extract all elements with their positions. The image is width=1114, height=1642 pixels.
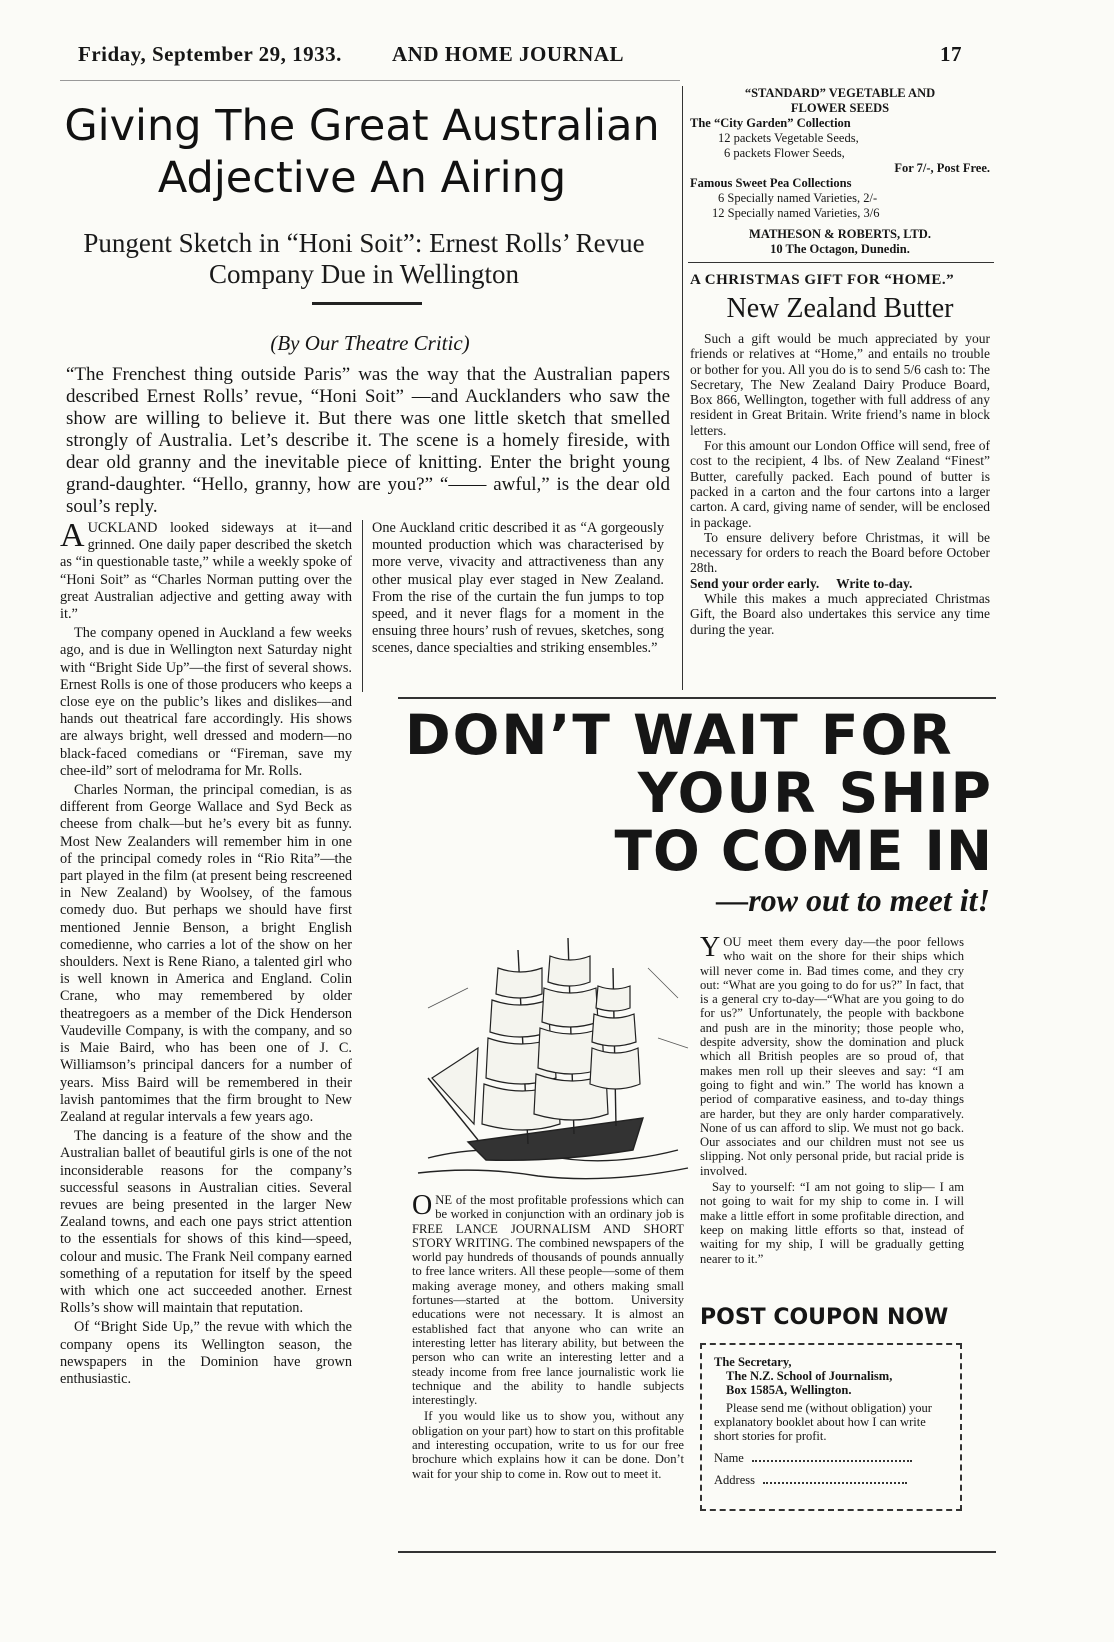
advert-headline [405, 703, 993, 883]
right-column-rule [682, 86, 683, 690]
seeds-firm: MATHESON & ROBERTS, LTD. [749, 227, 931, 241]
butter-cta-1: Send your order early. [690, 575, 820, 591]
mail-coupon[interactable] [700, 1343, 962, 1511]
butter-paragraph-3: To ensure delivery before Christmas, it will be necessary for orders to reach the Board before October 28th. [690, 529, 990, 576]
seeds-collection: The “City Garden” Collection [690, 116, 851, 130]
seeds-advert [690, 86, 990, 257]
butter-paragraph-2: For this amount our London Office will send, free of cost to the recipient, 4 lbs. of New Zealand “Finest” Butter, carefully packed. Each pound of butter is packed in a carton and the four cartons into a larger carton. A card, giving name of sender, will be enclosed in package. [690, 438, 990, 530]
seeds-price: For 7/-, Post Free. [894, 161, 990, 175]
article-lede: “The Frenchest thing outside Paris” was the way that the Australian papers described Ernest Rolls’ revue, “Honi Soit” —and Aucklanders who saw the show are willing to believe it. But there was one little sketch that smelled strongly of Australia. Let’s describe it. The scene is a homely fireside, with dear old granny and the inevitable piece of knitting. Enter the bright young grand-daughter. “Hello, granny, how are you?” “—— awful,” is the dear old soul’s reply. [66, 364, 670, 517]
coupon-school: The N.Z. School of Journalism, [726, 1369, 893, 1383]
article-paragraph-3: Charles Norman, the principal comedian, is as different from George Wallace and Syd Beck as cheese from chalk—but he’s every bit as funny. Most New Zealanders will remember him in one of the principal comedy roles in “Rio Rita”—the part played in the film (at present being rescreened in New Zealand) by Woolsey, of the famous comedy duo. But perhaps we should have first mentioned Jennie Benson, a bright English comedienne, who carries a lot of the show on her shoulders. Next is Rene Riano, a talented girl who is well known in America and England. Colin Crane, who may remembered by older theatregoers as a member of the Dick Henderson Vaudeville Company, is with the company, and so is Maie Baird, who has been one of J. C. Williamson’s principal dancers for a number of years. Miss Baird will be remembered in their lavish pantomimes that the firm brought to New Zealand at regular intervals a few years ago. [60, 782, 352, 1125]
article-column-1 [60, 517, 352, 1390]
advert-column-right [700, 932, 964, 1268]
coupon-title: POST COUPON NOW [700, 1305, 949, 1330]
journal-title: AND HOME JOURNAL [392, 42, 624, 66]
coupon-address-field[interactable] [763, 1482, 907, 1484]
advert-divider [688, 262, 994, 263]
seeds-line: 6 packets Flower Seeds, [724, 146, 845, 160]
advert-left-paragraph-2: If you would like us to show you, without any obligation on your part) how to start on this profitable and interesting occupation, write to us for our free brochure which explains how it can be done. Don’t wait for your ship to come in. Row out to meet it. [412, 1409, 684, 1481]
coupon-address-label: Address [714, 1473, 755, 1487]
butter-paragraph-5: While this makes a much appreciated Christmas Gift, the Board also undertakes this service any time during the year. [690, 591, 990, 637]
butter-cta-2: Write to-day. [836, 575, 913, 591]
article-paragraph-4: The dancing is a feature of the show and the Australian ballet of beautiful girls is one of the not inconsiderable reasons for the company’s successful seasons in Australian cities. Several revues are being presented in the larger New Zealand towns, and each one pays strict attention to the essentials for shows of this kind—speed, colour and music. The Frank Neil company earned something of a reputation for itself by the speed with which one act succeeded another. Ernest Rolls’s show will maintain that reputation. [60, 1128, 352, 1317]
advert-right-paragraph-2: Say to yourself: “I am not going to slip— I am not going to wait for my ship to come in. I will make a little effort in some profitable direction, and keep on making little efforts so that, instead of waiting for my ship, I will be gradually getting nearer to it.” [700, 1180, 964, 1266]
advert-left-paragraph-1: NE of the most profitable professions which can be worked in conjunction with an ordinary job is FREE LANCE JOURNALISM AND SHORT STORY WRITING. The combined newspapers of the world pay hundreds of thousands of pounds annually to free lance writers. All these people—some of them making average money, and others making small fortunes—started at the bottom. University educations were not necessary. It is almost an established fact that anyone who can write an interesting letter has literary ability, but between the person who can write an interesting letter and a steady income from free lance journalistic work lie technique and the ability to handle subjects interestingly. [412, 1193, 684, 1408]
advert-drop-cap-y: Y [700, 932, 721, 963]
advert-headline-line-1: DON’T WAIT FOR [405, 703, 954, 767]
butter-kicker: A CHRISTMAS GIFT FOR “HOME.” [690, 272, 955, 288]
coupon-name-field[interactable] [752, 1460, 912, 1462]
seeds-title-2: FLOWER SEEDS [790, 101, 890, 115]
drop-cap: A [60, 517, 85, 554]
article-byline: (By Our Theatre Critic) [270, 331, 470, 355]
headline-divider [312, 302, 422, 305]
article-headline: Giving The Great Australian Adjective An Airing [64, 101, 660, 203]
coupon-name-label: Name [714, 1451, 744, 1465]
advert-drop-cap-o: O [412, 1190, 433, 1221]
article-paragraph-1: UCKLAND looked sideways at it—and grinned. One daily paper described the sketch as “in questionable taste,” while a weekly spoke of “Honi Soit” as “Charles Norman putting over the great Australian adjective and getting away with it.” [60, 520, 352, 623]
advert-headline-line-2: YOUR SHIP [637, 761, 993, 825]
advert-right-paragraph-1: OU meet them every day—the poor fellows who wait on the shore for their ships which will never come in. Bad times come, and they cry out: “What are you going to do for us?” In fact, that is a general cry to-day—“What are you going to do for us?” Unfortunately, the people with backbone and push are in the minority; those people who, despite adversity, show the domination and pluck which all British peoples are so proud of, that makes men roll up their sleeves and say: “I am going to fight and win.” The world has known a period of comparative easiness, and to-day things are harder, but they are only harder comparatively. None of us can afford to slip. We must not go back. Our associates and our children must not see us slipping. Not only personal pride, but racial pride is involved. [700, 935, 964, 1178]
issue-date: Friday, September 29, 1933. [78, 42, 342, 66]
advert-headline-line-3: TO COME IN [614, 819, 993, 883]
column-rule [362, 520, 363, 692]
article-column-2 [372, 520, 664, 660]
advert-column-left [412, 1190, 684, 1483]
coupon-box: Box 1585A, Wellington. [726, 1383, 852, 1397]
seeds-line: 12 Specially named Varieties, 3/6 [712, 206, 880, 220]
butter-paragraph-1: Such a gift would be much appreciated by your friends or relatives at “Home,” and entails no trouble or bother for you. All you do is to send 5/6 cash to: The Secretary, The New Zealand Dairy Produce Board, Box 866, Wellington, together with full address of any resident in Great Britain. Write friend’s name in block letters. [690, 331, 990, 438]
seeds-sweet-pea: Famous Sweet Pea Collections [690, 176, 852, 190]
coupon-recipient: The Secretary, [714, 1355, 792, 1369]
butter-title: New Zealand Butter [726, 293, 954, 324]
page-number: 17 [940, 42, 962, 66]
header-rule [60, 80, 680, 81]
seeds-address: 10 The Octagon, Dunedin. [770, 242, 910, 256]
seeds-line: 6 Specially named Varieties, 2/- [718, 191, 878, 205]
seeds-title-1: “STANDARD” VEGETABLE AND [744, 86, 936, 100]
coupon-request: Please send me (without obligation) your explanatory booklet about how I can write short stories for profit. [714, 1401, 932, 1443]
article-paragraph-5: Of “Bright Side Up,” the revue with which the company opens its Wellington season, the newspapers in the Dominion have grown enthusiastic. [60, 1319, 352, 1387]
sailing-ship-illustration [408, 928, 698, 1190]
article-paragraph-2: The company opened in Auckland a few weeks ago, and is due in Wellington next Saturday night with “Bright Side Up”—the first of several shows. Ernest Rolls is one of those producers who keeps a close eye on the public’s likes and dislikes—and hands out theatrical fare accordingly. His shows are always bright, well dressed and modern—no black-faced comedians or “Fireman, save my chee-ild” sort of melodrama for Mr. Rolls. [60, 625, 352, 779]
article-subhead: Pungent Sketch in “Honi Soit”: Ernest Rolls’ Revue Company Due in Wellington [83, 228, 645, 289]
critic-quote: One Auckland critic described it as “A gorgeously mounted production which was characterised by more verve, vivacity and attractiveness than any other musical play ever staged in New Zealand. From the rise of the curtain the fun jumps to top speed, and it never flags for a moment in the ensuing three hours’ rush of revues, sketches, song scenes, dance specialties and striking ensembles.” [372, 520, 664, 657]
seeds-line: 12 packets Vegetable Seeds, [718, 131, 859, 145]
butter-advert [690, 272, 990, 637]
advert-tagline: —row out to meet it! [716, 882, 990, 918]
